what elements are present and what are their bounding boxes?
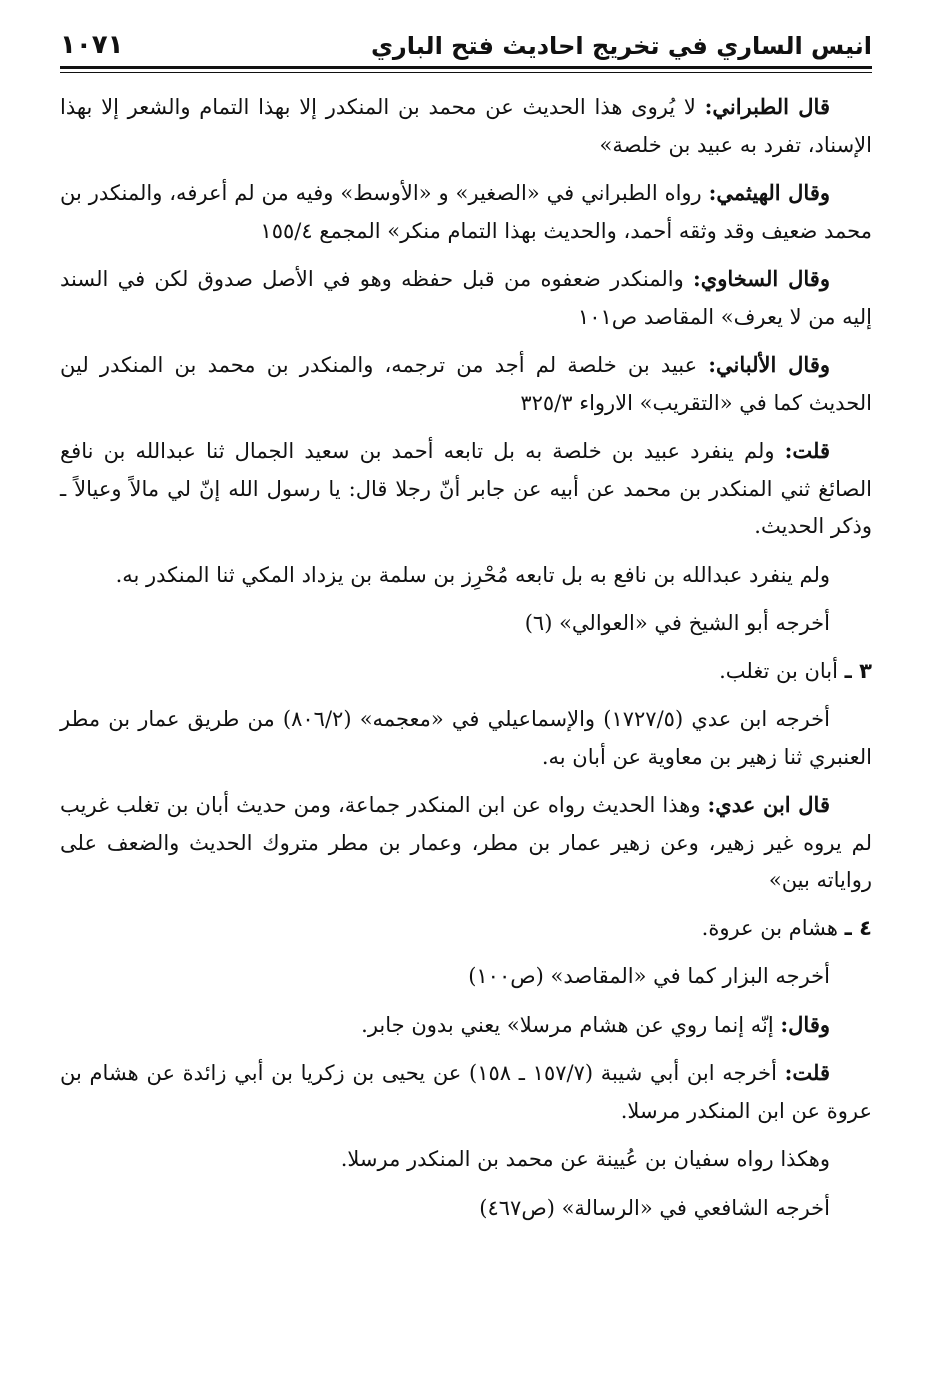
book-title: انيس الساري في تخريج احاديث فتح الباري	[370, 32, 872, 60]
paragraph-text: أخرجه ابن عدي (١٧٢٧/٥) والإسماعيلي في «معجمه» (٨٠٦/٢) من طريق عمار بن مطر العنبري ثنا زهير بن معاوية عن أبان به.	[60, 707, 872, 769]
paragraph-text: والمنكدر ضعفوه من قبل حفظه وهو في الأصل صدوق لكن في السند إليه من لا يعرف» المقاصد ص١٠١	[60, 267, 872, 329]
paragraph-lead: وقال:	[780, 1011, 830, 1037]
page-body	[60, 88, 872, 1237]
paragraph	[60, 700, 872, 776]
header-rule-thick	[60, 66, 872, 69]
item-title: هشام بن عروة.	[701, 915, 838, 940]
paragraph-text: رواه الطبراني في «الصغير» و «الأوسط» وفيه من لم أعرفه، والمنكدر بن محمد ضعيف وقد وثقه أحمد، والحديث بهذا التمام منكر» المجمع ١٥٥/٤	[60, 181, 872, 243]
paragraph-text: وهكذا رواه سفيان بن عُيينة عن محمد بن المنكدر مرسلا.	[340, 1147, 830, 1171]
running-header	[60, 30, 872, 66]
paragraph-text: ولم ينفرد عبيد بن خلصة به بل تابعه أحمد بن سعيد الجمال ثنا عبدالله بن نافع الصائغ ثني المنكدر بن محمد عن أبيه عن جابر أنّ رجلا قال: يا رسول الله إنّ لي مالاً وعيالاً ـ وذكر الحديث.	[60, 439, 872, 538]
paragraph	[60, 1054, 872, 1130]
paragraph	[60, 1189, 872, 1228]
paragraph-lead: قال الطبراني:	[704, 94, 830, 119]
page-number: ١٠٧١	[60, 30, 124, 60]
paragraph-text: إنّه إنما روي عن هشام مرسلا» يعني بدون جابر.	[361, 1012, 781, 1037]
paragraph-text: لا يُروى هذا الحديث عن محمد بن المنكدر إلا بهذا التمام والشعر إلا بهذا الإسناد، تفرد به عبيد بن خلصة»	[60, 95, 872, 157]
paragraph-text: أخرجه البزار كما في «المقاصد» (ص١٠٠)	[468, 964, 830, 988]
paragraph-text: أخرجه الشافعي في «الرسالة» (ص٤٦٧)	[479, 1195, 830, 1220]
paragraph-text: ولم ينفرد عبدالله بن نافع به بل تابعه مُحْرِز بن سلمة بن يزداد المكي ثنا المنكدر به.	[115, 562, 830, 587]
item-number: ٤ ـ	[844, 915, 872, 940]
paragraph-lead: قلت:	[784, 438, 830, 463]
paragraph	[60, 260, 872, 336]
paragraph	[60, 786, 872, 900]
paragraph	[60, 1006, 872, 1045]
header-rule-thin	[60, 72, 872, 73]
paragraph	[60, 88, 872, 164]
numbered-item-heading	[60, 910, 872, 948]
paragraph	[60, 957, 872, 996]
paragraph	[60, 556, 872, 595]
item-title: أبان بن تغلب.	[719, 658, 838, 683]
paragraph-lead: قلت:	[784, 1060, 830, 1085]
paragraph	[60, 174, 872, 250]
paragraph	[60, 1140, 872, 1179]
paragraph-lead: قال ابن عدي:	[707, 792, 830, 817]
paragraph-lead: وقال الهيثمي:	[708, 180, 830, 205]
paragraph-text: عبيد بن خلصة لم أجد من ترجمه، والمنكدر بن محمد بن المنكدر لين الحديث كما في «التقريب» الارواء ٣٢٥/٣	[60, 353, 872, 415]
paragraph	[60, 346, 872, 422]
numbered-item-heading	[60, 653, 872, 691]
paragraph	[60, 604, 872, 643]
paragraph	[60, 432, 872, 546]
paragraph-text: أخرجه أبو الشيخ في «العوالي» (٦)	[524, 611, 830, 635]
paragraph-text: أخرجه ابن أبي شيبة (١٥٧/٧ ـ ١٥٨) عن يحيى بن زكريا بن أبي زائدة عن هشام بن عروة عن ابن المنكدر مرسلا.	[60, 1061, 872, 1123]
item-number: ٣ ـ	[844, 658, 872, 683]
paragraph-lead: وقال السخاوي:	[693, 266, 830, 291]
paragraph-text: وهذا الحديث رواه عن ابن المنكدر جماعة، ومن حديث أبان بن تغلب غريب لم يروه غير زهير، وعن زهير عمار بن مطر، وعمار بن مطر متروك الحديث والضعف على رواياته بين»	[60, 793, 872, 892]
paragraph-lead: وقال الألباني:	[708, 352, 830, 377]
